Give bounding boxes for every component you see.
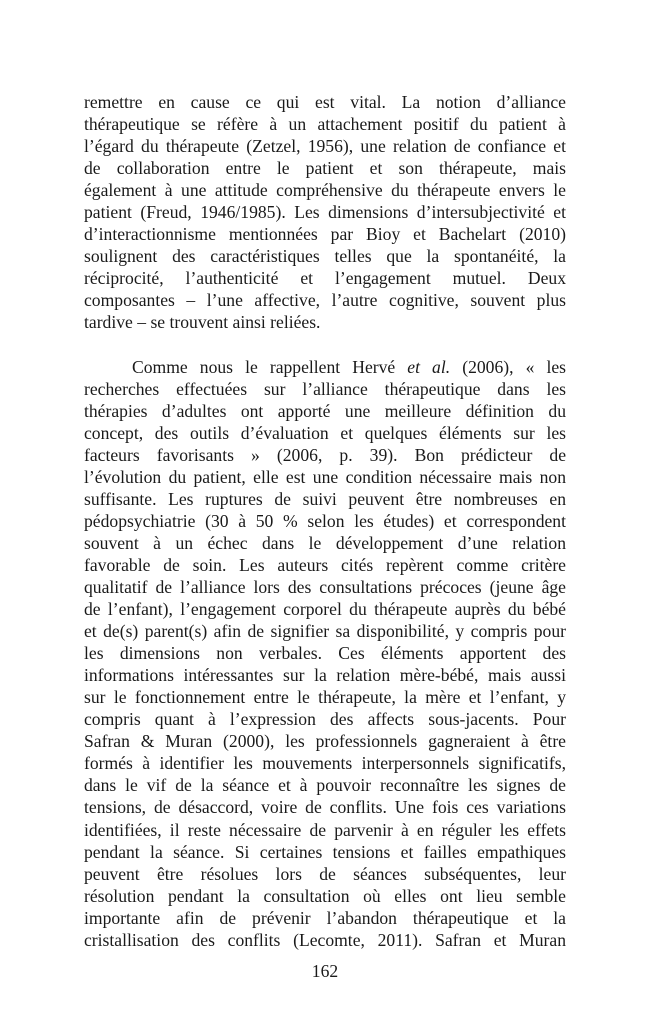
text-line: peuvent être résolues lors de séances subséquentes, leur [84, 863, 566, 884]
text-line: concept, des outils d’évaluation et quelques éléments sur les [84, 422, 566, 443]
text-line: compris quant à l’expression des affects sous-jacents. Pour [84, 709, 566, 730]
text-line: également à une attitude compréhensive du thérapeute envers le [84, 180, 566, 201]
text-line: pédopsychiatrie (30 à 50 % selon les études) et correspondent [84, 510, 566, 531]
text-line: formés à identifier les mouvements interpersonnels significatifs, [84, 753, 566, 774]
text-line: souvent à un échec dans le développement d’une relation [84, 532, 566, 553]
text-line: remettre en cause ce qui est vital. La notion d’alliance [84, 92, 566, 112]
paragraph-2 [84, 356, 566, 951]
text-line: tensions, de désaccord, voire de conflits. Une fois ces variations [84, 797, 566, 818]
page-body [84, 91, 566, 951]
text-line: d’interactionnisme mentionnées par Bioy et Bachelart (2010) [84, 224, 566, 245]
text-line: tardive – se trouvent ainsi reliées. [84, 312, 321, 333]
emphasis-et-al: et al. [407, 356, 451, 377]
text-line: résolution pendant la consultation où elles ont lieu semble [84, 885, 566, 906]
text-line: thérapeutique se réfère à un attachement positif du patient à [84, 114, 566, 135]
text-line: réciprocité, l’authenticité et l’engagement mutuel. Deux [84, 268, 566, 289]
text-line: soulignent des caractéristiques telles que la spontanéité, la [84, 246, 566, 267]
text-line: suffisante. Les ruptures de suivi peuvent être nombreuses en [84, 488, 566, 509]
text-line: informations intéressantes sur la relation mère-bébé, mais aussi [84, 665, 566, 686]
text-line: de l’enfant), l’engagement corporel du thérapeute auprès du bébé [84, 599, 566, 620]
text-line: identifiées, il reste nécessaire de parvenir à en réguler les effets [84, 819, 566, 840]
paragraph-1 [84, 91, 566, 334]
text-line: les dimensions non verbales. Ces éléments apportent des [84, 643, 566, 664]
text-line: facteurs favorisants » (2006, p. 39). Bon prédicteur de [84, 444, 566, 465]
page-number: 162 [311, 961, 339, 981]
text-line: favorable de soin. Les auteurs cités repèrent comme critère [84, 554, 566, 575]
text-line: dans le vif de la séance et à pouvoir reconnaître les signes de [84, 775, 566, 796]
text-line: de collaboration entre le patient et son thérapeute, mais [84, 158, 566, 179]
text-line: l’égard du thérapeute (Zetzel, 1956), une relation de confiance et [84, 136, 566, 157]
text-line: cristallisation des conflits (Lecomte, 2011). Safran et Muran [84, 929, 566, 950]
text-line: recherches effectuées sur l’alliance thérapeutique dans les [84, 378, 566, 399]
text-line: patient (Freud, 1946/1985). Les dimensions d’intersubjectivité et [84, 202, 566, 223]
paragraph-gap [84, 334, 566, 356]
text-line: importante afin de prévenir l’abandon thérapeutique et la [84, 907, 566, 928]
text-line: thérapies d’adultes ont apporté une meilleure définition du [84, 400, 566, 421]
text-line-first: Comme nous le rappellent Hervé et al. (2006), « les [132, 356, 566, 377]
text-line: sur le fonctionnement entre le thérapeute, la mère et l’enfant, y [84, 687, 566, 708]
text-line: pendant la séance. Si certaines tensions et failles empathiques [84, 841, 566, 862]
text-line: qualitatif de l’alliance lors des consultations précoces (jeune âge [84, 576, 566, 597]
text-line: Safran & Muran (2000), les professionnels gagneraient à être [84, 731, 566, 752]
text-line: et de(s) parent(s) afin de signifier sa disponibilité, y compris pour [84, 621, 566, 642]
text-line: composantes – l’une affective, l’autre cognitive, souvent plus [84, 290, 566, 311]
text-line: l’évolution du patient, elle est une condition nécessaire mais non [84, 466, 566, 487]
